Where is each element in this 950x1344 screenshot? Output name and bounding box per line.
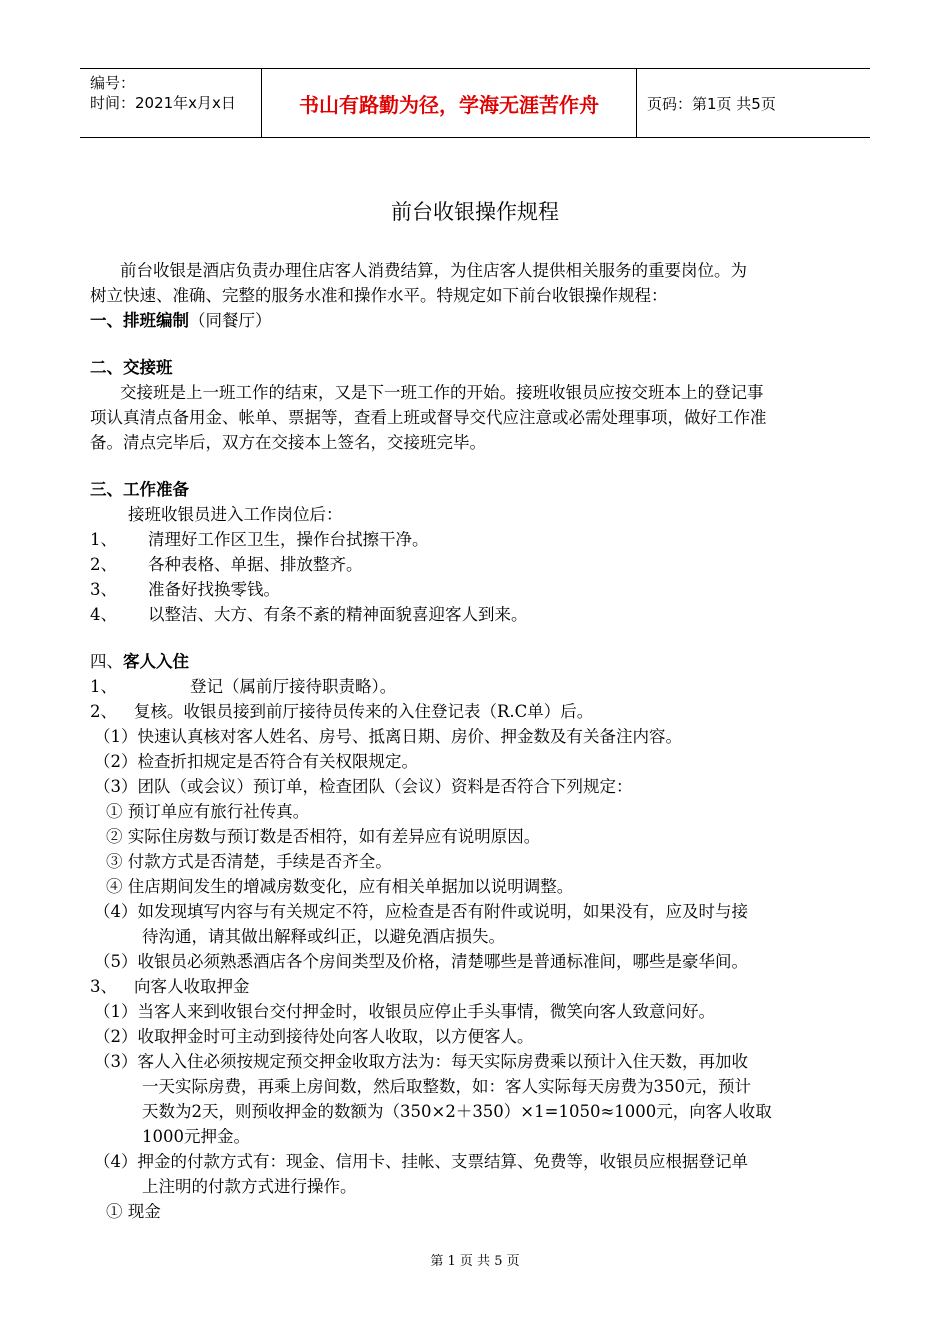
sub-item-continuation: 1000元押金。 [142, 1127, 250, 1146]
header-motto: 书山有路勤为径，学海无涯苦作舟 [262, 69, 637, 137]
circled-item: ① 预订单应有旅行社传真。 [106, 802, 310, 821]
sub-item: （3）客人入住必须按规定预交押金收取方法为：每天实际房费乘以预计入住天数，再加收 [94, 1052, 748, 1071]
circled-item: ④ 住店期间发生的增减房数变化，应有相关单据加以说明调整。 [106, 877, 574, 896]
intro-line-1: 前台收银是酒店负责办理住店客人消费结算，为住店客人提供相关服务的重要岗位。为 [120, 261, 747, 280]
section-2-line-1: 交接班是上一班工作的结束，又是下一班工作的开始。接班收银员应按交班本上的登记事 [120, 383, 764, 402]
sub-item: （1）快速认真核对客人姓名、房号、抵离日期、房价、押金数及有关备注内容。 [94, 727, 682, 746]
list-item: 1、 登记（属前厅接待职责略）。 [90, 677, 397, 696]
header-meta [80, 69, 262, 137]
date-label: 时间：2021年x月x日 [90, 94, 236, 112]
sub-item: （1）当客人来到收银台交付押金时，收银员应停止手头事情，微笑向客人致意问好。 [94, 1002, 715, 1021]
list-item: 3、 准备好找换零钱。 [90, 580, 280, 599]
document-body [90, 258, 865, 1224]
sub-item: （5）收银员必须熟悉酒店各个房间类型及价格，清楚哪些是普通标准间，哪些是豪华间。 [94, 952, 748, 971]
section-2-line-3: 备。清点完毕后，双方在交接本上签名，交接班完毕。 [90, 433, 486, 452]
circled-item: ② 实际住房数与预订数是否相符，如有差异应有说明原因。 [106, 827, 541, 846]
section-2-line-2: 项认真清点备用金、帐单、票据等，查看上班或督导交代应注意或必需处理事项，做好工作准 [90, 408, 767, 427]
sub-item: （2）收取押金时可主动到接待处向客人收取，以方便客人。 [94, 1027, 534, 1046]
sub-item: （2）检查折扣规定是否符合有关权限规定。 [94, 752, 418, 771]
section-3-lead: 接班收银员进入工作岗位后： [128, 505, 343, 524]
circled-item: ③ 付款方式是否清楚，手续是否齐全。 [106, 852, 392, 871]
list-item: 4、 以整洁、大方、有条不紊的精神面貌喜迎客人到来。 [90, 605, 528, 624]
sub-item-continuation: 待沟通，请其做出解释或纠正，以避免酒店损失。 [142, 927, 505, 946]
document-title: 前台收银操作规程 [391, 200, 559, 224]
section-2-heading: 二、交接班 [90, 358, 173, 377]
section-1-heading: 一、排班编制（同餐厅） [90, 311, 272, 330]
intro-line-2: 树立快速、准确、完整的服务水准和操作水平。特规定如下前台收银操作规程： [90, 286, 668, 305]
sub-item: （4）押金的付款方式有：现金、信用卡、挂帐、支票结算、免费等，收银员应根据登记单 [94, 1152, 748, 1171]
header-table [80, 68, 870, 138]
list-item: 3、 向客人收取押金 [90, 977, 250, 996]
section-4-heading: 四、客人入住 [90, 652, 189, 671]
sub-item-continuation: 天数为2天，则预收押金的数额为（350×2＋350）×1=1050≈1000元，向客人收取 [142, 1102, 772, 1121]
header-page-info: 页码：第1页 共5页 [647, 94, 776, 113]
sub-item: （4）如发现填写内容与有关规定不符，应检查是否有附件或说明，如果没有，应及时与接 [94, 902, 748, 921]
sub-item-continuation: 上注明的付款方式进行操作。 [142, 1177, 357, 1196]
list-item: 1、 清理好工作区卫生，操作台拭擦干净。 [90, 530, 429, 549]
sub-item-continuation: 一天实际房费，再乘上房间数，然后取整数，如：客人实际每天房费为350元，预计 [142, 1077, 751, 1096]
list-item: 2、 各种表格、单据、排放整齐。 [90, 555, 363, 574]
list-item: 2、 复核。收银员接到前厅接待员传来的入住登记表（R.C单）后。 [90, 702, 594, 721]
page-footer: 第 1 页 共 5 页 [430, 1254, 520, 1269]
section-3-heading: 三、工作准备 [90, 480, 189, 499]
circled-item: ① 现金 [106, 1202, 161, 1221]
sub-item: （3）团队（或会议）预订单，检查团队（会议）资料是否符合下列规定： [94, 777, 633, 796]
code-label: 编号： [90, 74, 136, 92]
